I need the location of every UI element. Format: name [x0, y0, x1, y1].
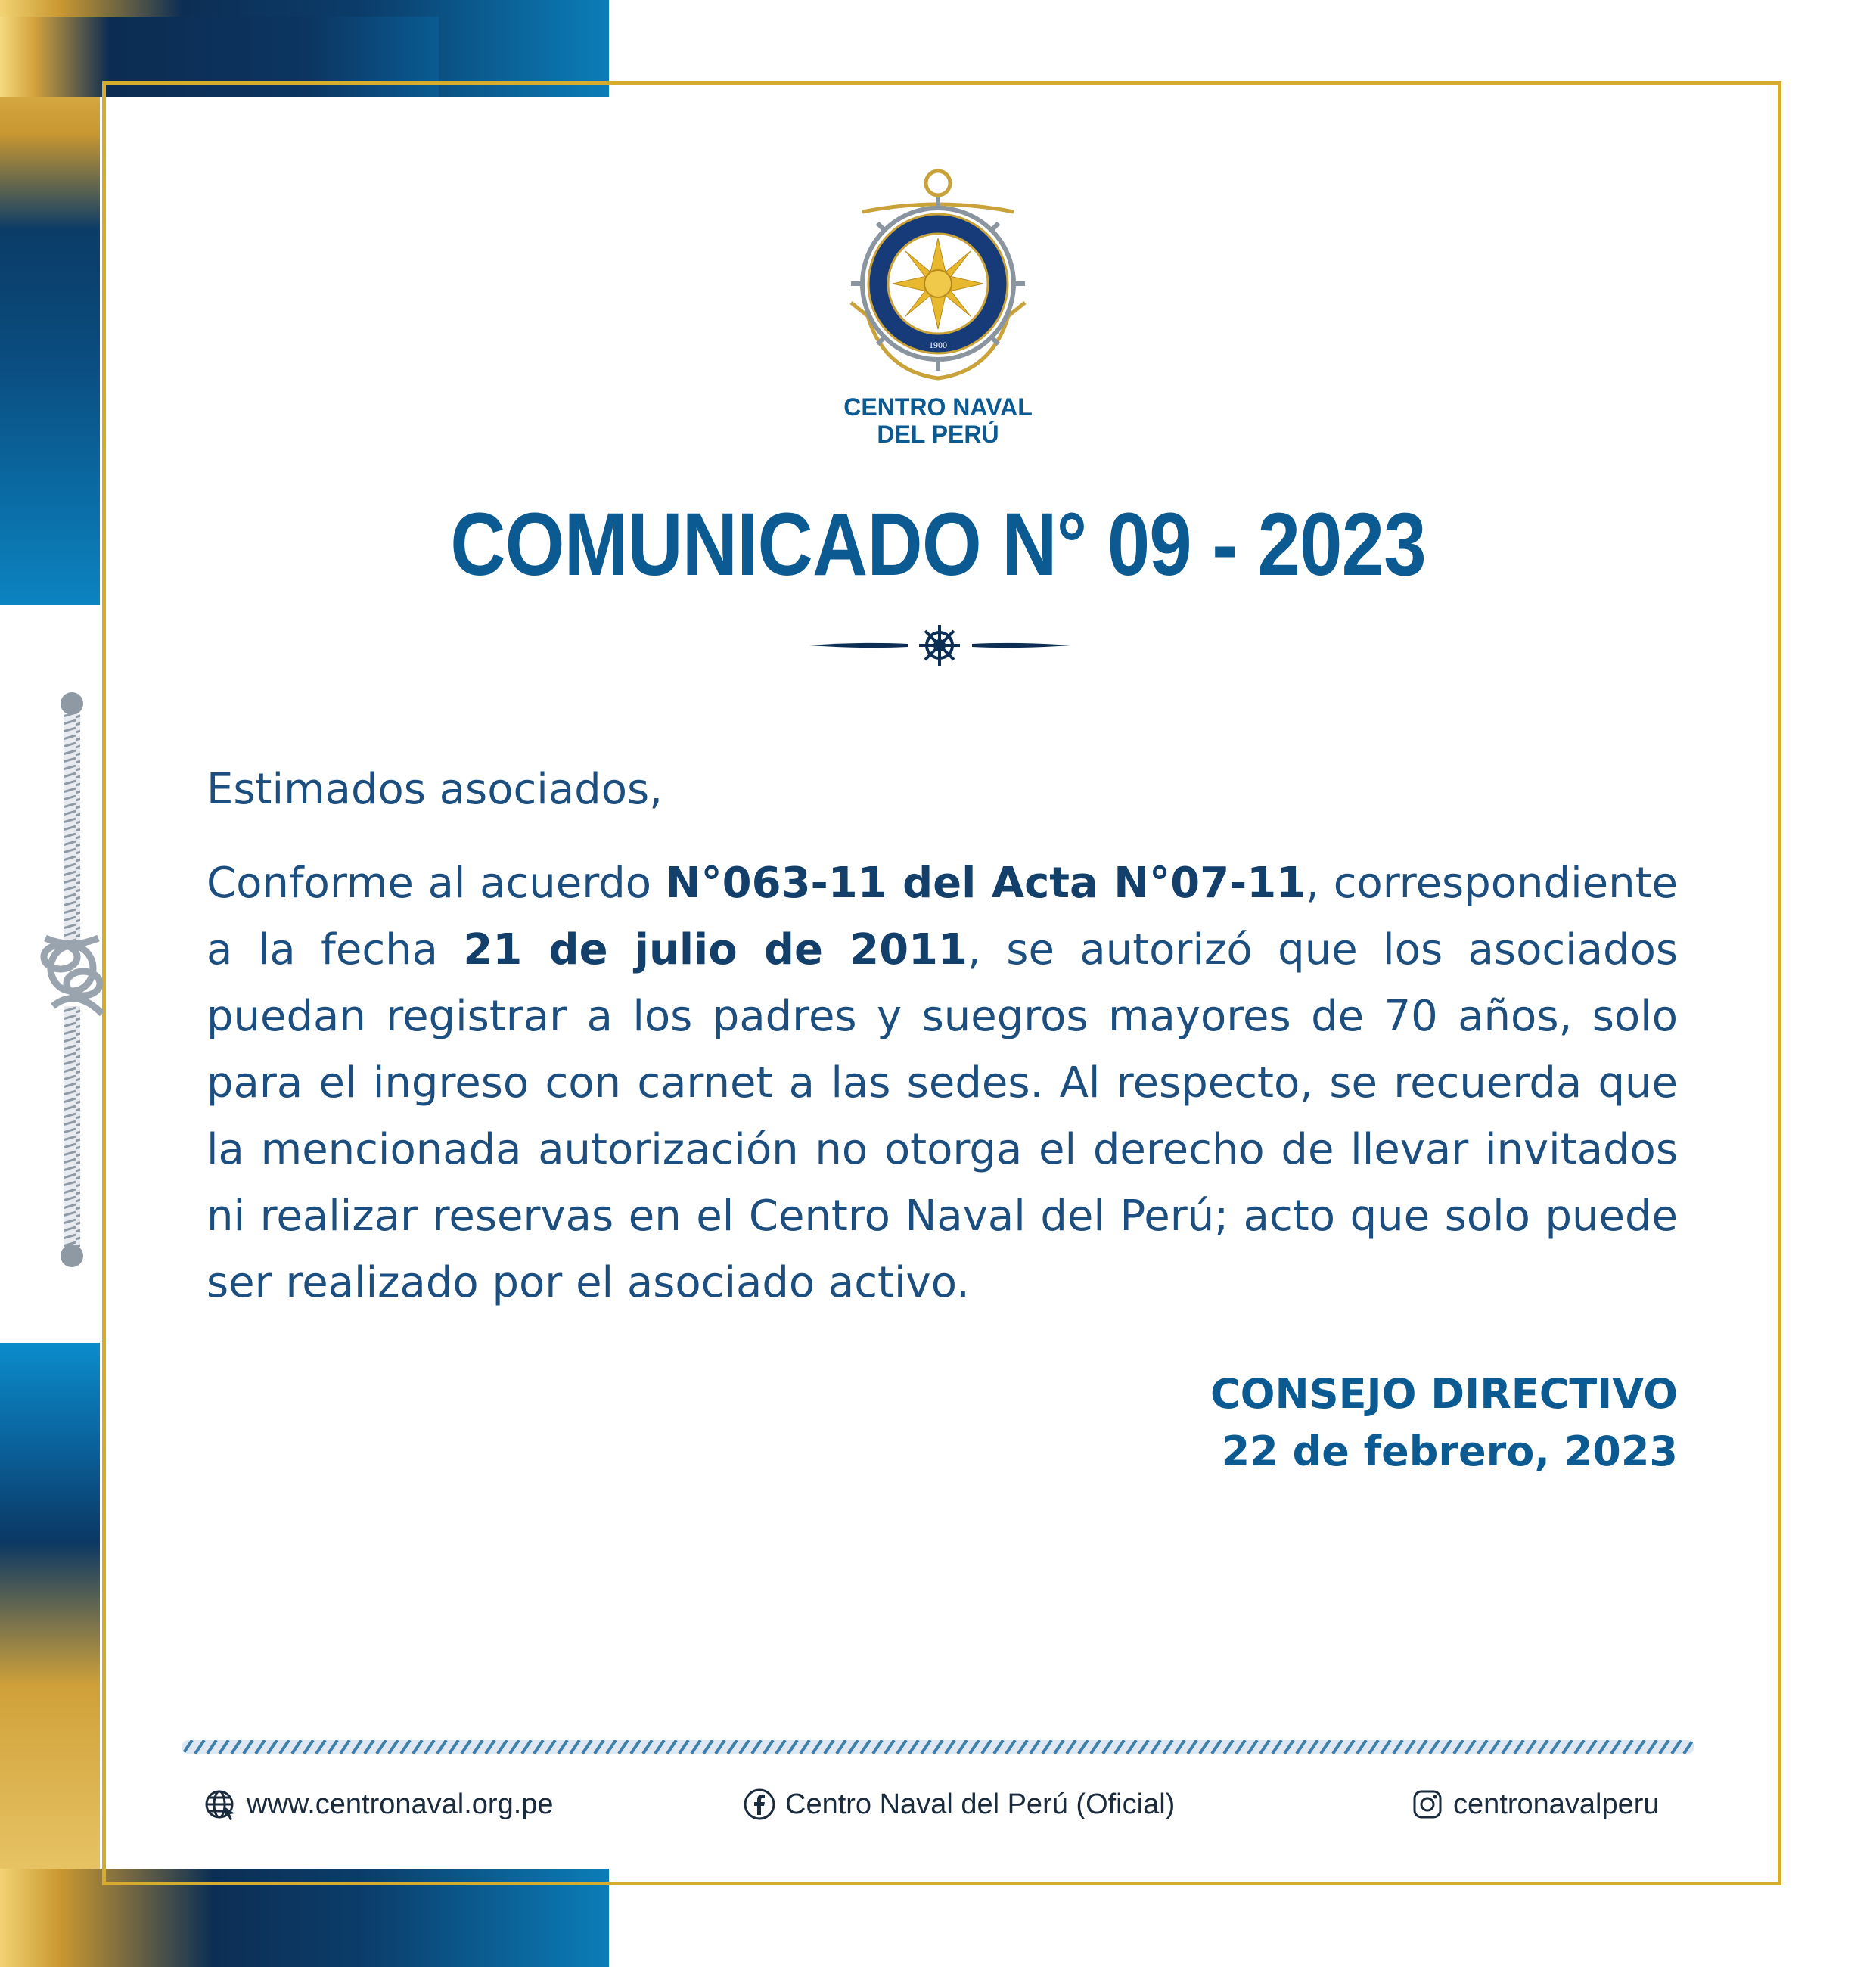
paragraph-text-part2: , correspondiente a la fecha — [207, 859, 1678, 974]
footer-instagram[interactable] — [1411, 1782, 1660, 1827]
instagram-icon — [1411, 1788, 1444, 1821]
logo-year: 1900 — [929, 340, 947, 350]
greeting: Estimados asociados, — [207, 765, 663, 814]
website-link[interactable]: www.centronaval.org.pe — [247, 1788, 554, 1820]
signature-body: CONSEJO DIRECTIVO — [1210, 1370, 1678, 1418]
message-body — [207, 757, 1678, 1316]
footer-facebook[interactable] — [743, 1782, 1175, 1827]
instagram-link[interactable]: centronavalperu — [1453, 1788, 1660, 1820]
centro-naval-emblem-icon — [836, 166, 1040, 386]
agreement-reference: N°063-11 del Acta N°07-11 — [665, 859, 1306, 908]
paragraph-text-part1: Conforme al acuerdo — [207, 859, 666, 908]
organization-name-line1: CENTRO NAVAL — [843, 393, 1033, 421]
page-title: COMUNICADO N° 09 - 2023 — [450, 495, 1426, 595]
rope-knot-decoration — [30, 688, 121, 1271]
facebook-link[interactable]: Centro Naval del Perú (Oficial) — [785, 1788, 1176, 1820]
paragraph-text-part3: , se autorizó que los asociados puedan registrar a los padres y suegros mayores de 70 años, solo para el ingreso con carnet a las sedes. Al respecto, se recuerda que la mencionada autorización no otorga el derecho de llevar invitados ni realizar reservas en el Centro Naval del Perú; acto que solo puede ser realizado por el asociado activo. — [207, 925, 1679, 1307]
agreement-date: 21 de julio de 2011 — [463, 925, 968, 974]
ship-wheel-divider-icon — [809, 619, 1070, 672]
signature-block — [1210, 1366, 1678, 1481]
organization-name — [787, 393, 1089, 448]
message-paragraph — [207, 850, 1678, 1316]
globe-icon — [204, 1788, 238, 1821]
footer-website[interactable] — [204, 1782, 554, 1827]
signature-date: 22 de febrero, 2023 — [1221, 1428, 1678, 1475]
facebook-icon — [743, 1788, 776, 1821]
rope-divider — [182, 1739, 1694, 1755]
organization-name-line2: DEL PERÚ — [877, 421, 999, 448]
